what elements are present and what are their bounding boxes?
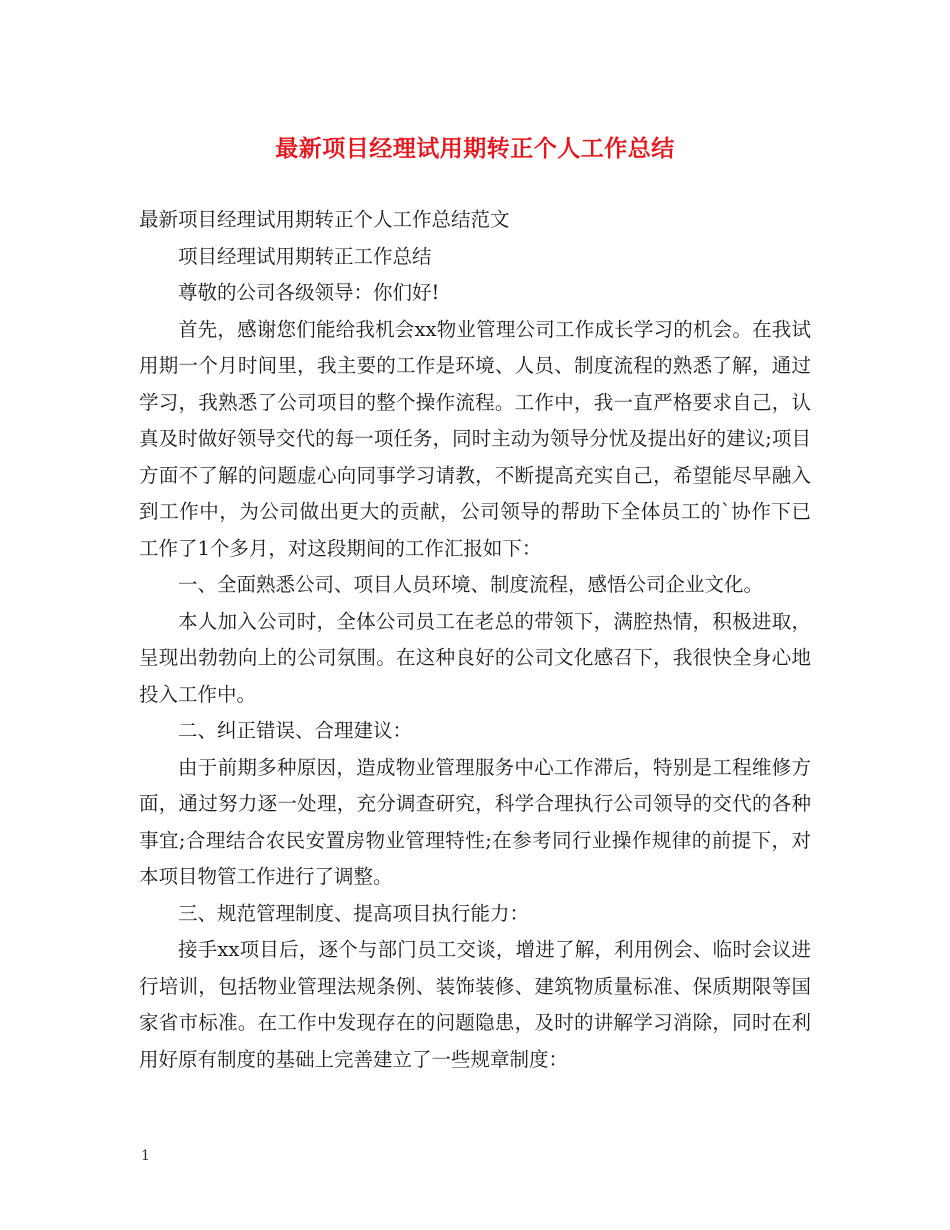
paragraph-2: 项目经理试用期转正工作总结: [178, 244, 432, 268]
paragraph-1: 最新项目经理试用期转正个人工作总结范文: [139, 208, 510, 231]
paragraph-5: 一、全面熟悉公司、项目人员环境、制度流程，感悟公司企业文化。: [178, 573, 764, 596]
paragraph-3: 尊敬的公司各级领导：你们好!: [178, 281, 440, 304]
paragraph-9: 三、规范管理制度、提高项目执行能力：: [178, 901, 530, 925]
document-body: [139, 202, 811, 1078]
document-title: 最新项目经理试用期转正个人工作总结: [275, 136, 675, 162]
paragraph-10: 接手xx项目后，逐个与部门员工交谈，增进了解，利用例会、临时会议进行培训，包括物业管理法规条例、装饰装修、建筑物质量标准、保质期限等国家省市标准。在工作中发现存在的问题隐患，及时的讲解学习消除，同时在利用好原有制度的基础上完善建立了一些规章制度：: [139, 938, 811, 1071]
paragraph-7: 二、纠正错误、合理建议：: [178, 719, 413, 742]
paragraph-6: 本人加入公司时，全体公司员工在老总的带领下，满腔热情，积极进取，呈现出勃勃向上的公司氛围。在这种良好的公司文化感召下，我很快全身心地投入工作中。: [139, 609, 811, 706]
paragraph-4: 首先，感谢您们能给我机会xx物业管理公司工作成长学习的机会。在我试用期一个月时间里，我主要的工作是环境、人员、制度流程的熟悉了解，通过学习，我熟悉了公司项目的整个操作流程。工作中，我一直严格要求自己，认真及时做好领导交代的每一项任务，同时主动为领导分忧及提出好的建议;项目方面不了解的问题虚心向同事学习请教，不断提高充实自己，希望能尽早融入到工作中，为公司做出更大的贡献，公司领导的帮助下全体员工的`协作下已工作了1个多月，对这段期间的工作汇报如下：: [139, 317, 811, 560]
paragraph-8: 由于前期多种原因，造成物业管理服务中心工作滞后，特别是工程维修方面，通过努力逐一处理，充分调查研究，科学合理执行公司领导的交代的各种事宜;合理结合农民安置房物业管理特性;在参考同行业操作规律的前提下，对本项目物管工作进行了调整。: [139, 755, 811, 888]
page-number: 1: [141, 1148, 150, 1164]
